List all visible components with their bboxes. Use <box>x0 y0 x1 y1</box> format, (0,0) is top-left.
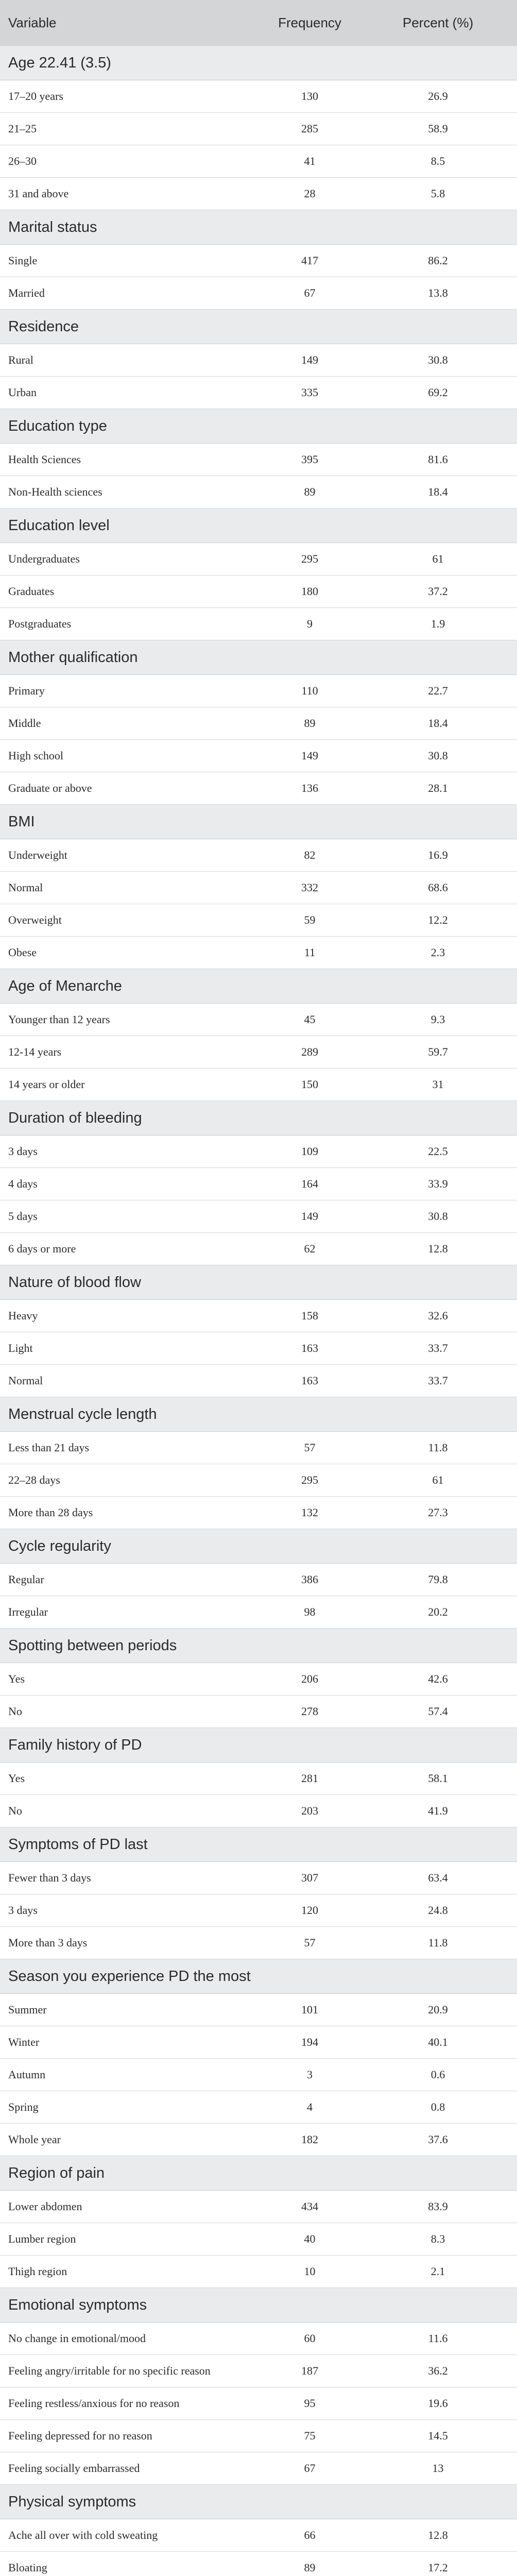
row-frequency: 89 <box>261 476 359 509</box>
row-label: 22–28 days <box>0 1464 261 1497</box>
table-row <box>0 2387 517 2420</box>
row-percent: 18.4 <box>359 476 517 509</box>
row-frequency: 150 <box>261 1069 359 1101</box>
table-row <box>0 377 517 409</box>
table-body <box>0 46 517 2576</box>
row-percent: 16.9 <box>359 839 517 872</box>
section-header-row <box>0 1728 517 1762</box>
row-frequency: 332 <box>261 872 359 904</box>
row-label: Normal <box>0 1365 261 1397</box>
row-percent: 13 <box>359 2452 517 2485</box>
row-frequency: 163 <box>261 1365 359 1397</box>
row-frequency: 9 <box>261 608 359 640</box>
row-percent: 19.6 <box>359 2387 517 2420</box>
row-label: Normal <box>0 872 261 904</box>
row-label: 26–30 <box>0 145 261 178</box>
row-frequency: 395 <box>261 444 359 476</box>
row-percent: 36.2 <box>359 2355 517 2387</box>
section-header-row <box>0 1397 517 1432</box>
row-percent: 11.8 <box>359 1432 517 1464</box>
row-label: Graduates <box>0 575 261 608</box>
section-title: Nature of blood flow <box>0 1265 517 1300</box>
row-label: Fewer than 3 days <box>0 1862 261 1894</box>
table-row <box>0 1136 517 1168</box>
row-frequency: 289 <box>261 1036 359 1069</box>
row-frequency: 4 <box>261 2091 359 2124</box>
section-title: Symptoms of PD last <box>0 1827 517 1862</box>
table-row <box>0 2059 517 2091</box>
section-header-row <box>0 1827 517 1862</box>
table-row <box>0 1200 517 1233</box>
row-percent: 20.2 <box>359 1596 517 1629</box>
row-label: Yes <box>0 1663 261 1696</box>
row-frequency: 120 <box>261 1894 359 1927</box>
row-label: Less than 21 days <box>0 1432 261 1464</box>
row-label: Autumn <box>0 2059 261 2091</box>
row-frequency: 149 <box>261 740 359 772</box>
row-frequency: 57 <box>261 1927 359 1959</box>
table-row <box>0 1696 517 1728</box>
row-label: Feeling depressed for no reason <box>0 2420 261 2452</box>
table-row <box>0 444 517 476</box>
row-frequency: 110 <box>261 675 359 707</box>
section-title: Education type <box>0 409 517 444</box>
row-label: Overweight <box>0 904 261 937</box>
row-frequency: 278 <box>261 1696 359 1728</box>
row-frequency: 45 <box>261 1004 359 1036</box>
row-frequency: 98 <box>261 1596 359 1629</box>
section-title: Age of Menarche <box>0 969 517 1004</box>
table-row <box>0 1862 517 1894</box>
row-frequency: 11 <box>261 937 359 969</box>
row-frequency: 136 <box>261 772 359 805</box>
row-percent: 37.6 <box>359 2124 517 2156</box>
table-row <box>0 2256 517 2288</box>
table-row <box>0 2323 517 2355</box>
row-percent: 42.6 <box>359 1663 517 1696</box>
row-percent: 30.8 <box>359 1200 517 1233</box>
section-header-row <box>0 2485 517 2519</box>
table-row <box>0 1464 517 1497</box>
row-label: Winter <box>0 2026 261 2059</box>
row-label: Undergraduates <box>0 543 261 575</box>
row-label: Underweight <box>0 839 261 872</box>
row-percent: 1.9 <box>359 608 517 640</box>
row-percent: 5.8 <box>359 178 517 210</box>
table-row <box>0 1004 517 1036</box>
row-label: More than 3 days <box>0 1927 261 1959</box>
row-label: Married <box>0 277 261 310</box>
row-percent: 30.8 <box>359 740 517 772</box>
row-percent: 58.1 <box>359 1762 517 1795</box>
row-frequency: 194 <box>261 2026 359 2059</box>
row-label: Primary <box>0 675 261 707</box>
row-percent: 63.4 <box>359 1862 517 1894</box>
row-percent: 86.2 <box>359 245 517 277</box>
table-row <box>0 1036 517 1069</box>
table-row <box>0 740 517 772</box>
row-label: Lumber region <box>0 2223 261 2256</box>
section-header-row <box>0 1959 517 1994</box>
row-frequency: 10 <box>261 2256 359 2288</box>
row-percent: 14.5 <box>359 2420 517 2452</box>
section-title: Emotional symptoms <box>0 2288 517 2323</box>
row-label: Graduate or above <box>0 772 261 805</box>
section-title: Menstrual cycle length <box>0 1397 517 1432</box>
table-row <box>0 707 517 740</box>
table-row <box>0 80 517 113</box>
row-frequency: 57 <box>261 1432 359 1464</box>
row-label: 3 days <box>0 1136 261 1168</box>
row-frequency: 75 <box>261 2420 359 2452</box>
table-row <box>0 476 517 509</box>
table-row <box>0 2519 517 2552</box>
row-frequency: 434 <box>261 2191 359 2223</box>
row-percent: 24.8 <box>359 1894 517 1927</box>
row-label: Rural <box>0 344 261 377</box>
row-label: Health Sciences <box>0 444 261 476</box>
row-percent: 30.8 <box>359 344 517 377</box>
row-label: Whole year <box>0 2124 261 2156</box>
row-percent: 33.7 <box>359 1332 517 1365</box>
row-percent: 20.9 <box>359 1994 517 2026</box>
table-row <box>0 1596 517 1629</box>
table-row <box>0 543 517 575</box>
row-percent: 59.7 <box>359 1036 517 1069</box>
section-title: Education level <box>0 509 517 543</box>
table-row <box>0 113 517 145</box>
row-label: No <box>0 1795 261 1827</box>
row-frequency: 163 <box>261 1332 359 1365</box>
table-row <box>0 2223 517 2256</box>
table-row <box>0 2552 517 2576</box>
table-row <box>0 2452 517 2485</box>
row-frequency: 295 <box>261 1464 359 1497</box>
row-frequency: 67 <box>261 277 359 310</box>
header-percent: Percent (%) <box>359 0 517 46</box>
table-row <box>0 675 517 707</box>
table-row <box>0 1927 517 1959</box>
row-label: 17–20 years <box>0 80 261 113</box>
row-label: Light <box>0 1332 261 1365</box>
row-label: 6 days or more <box>0 1233 261 1265</box>
section-header-row <box>0 1529 517 1564</box>
section-title: Season you experience PD the most <box>0 1959 517 1994</box>
table-row <box>0 2026 517 2059</box>
row-percent: 79.8 <box>359 1564 517 1596</box>
section-header-row <box>0 2288 517 2323</box>
row-frequency: 149 <box>261 344 359 377</box>
row-percent: 13.8 <box>359 277 517 310</box>
row-label: Ache all over with cold sweating <box>0 2519 261 2552</box>
row-percent: 32.6 <box>359 1300 517 1332</box>
section-header-row <box>0 640 517 675</box>
row-percent: 33.9 <box>359 1168 517 1200</box>
row-frequency: 40 <box>261 2223 359 2256</box>
row-label: 5 days <box>0 1200 261 1233</box>
section-title: Physical symptoms <box>0 2485 517 2519</box>
row-percent: 26.9 <box>359 80 517 113</box>
row-frequency: 164 <box>261 1168 359 1200</box>
row-label: Feeling socially embarrassed <box>0 2452 261 2485</box>
table-row <box>0 1365 517 1397</box>
section-header-row <box>0 805 517 839</box>
row-frequency: 158 <box>261 1300 359 1332</box>
row-frequency: 295 <box>261 543 359 575</box>
section-title: Spotting between periods <box>0 1629 517 1663</box>
row-label: 31 and above <box>0 178 261 210</box>
row-frequency: 95 <box>261 2387 359 2420</box>
table-row <box>0 1069 517 1101</box>
section-header-row <box>0 1629 517 1663</box>
section-header-row <box>0 310 517 344</box>
header-frequency: Frequency <box>261 0 359 46</box>
section-title: Duration of bleeding <box>0 1101 517 1136</box>
row-frequency: 307 <box>261 1862 359 1894</box>
row-percent: 81.6 <box>359 444 517 476</box>
row-label: No change in emotional/mood <box>0 2323 261 2355</box>
row-label: High school <box>0 740 261 772</box>
table-row <box>0 904 517 937</box>
row-percent: 22.5 <box>359 1136 517 1168</box>
row-percent: 41.9 <box>359 1795 517 1827</box>
section-title: Cycle regularity <box>0 1529 517 1564</box>
row-percent: 12.2 <box>359 904 517 937</box>
row-label: Heavy <box>0 1300 261 1332</box>
row-percent: 8.5 <box>359 145 517 178</box>
row-percent: 12.8 <box>359 2519 517 2552</box>
row-percent: 12.8 <box>359 1233 517 1265</box>
row-percent: 68.6 <box>359 872 517 904</box>
table-row <box>0 872 517 904</box>
table-row <box>0 2355 517 2387</box>
table-row <box>0 1894 517 1927</box>
table-row <box>0 1795 517 1827</box>
row-label: Single <box>0 245 261 277</box>
row-label: 21–25 <box>0 113 261 145</box>
section-title: Age 22.41 (3.5) <box>0 46 517 80</box>
section-title: Family history of PD <box>0 1728 517 1762</box>
row-percent: 57.4 <box>359 1696 517 1728</box>
section-header-row <box>0 969 517 1004</box>
table-row <box>0 2124 517 2156</box>
row-label: Lower abdomen <box>0 2191 261 2223</box>
row-percent: 2.3 <box>359 937 517 969</box>
row-label: Postgraduates <box>0 608 261 640</box>
row-frequency: 62 <box>261 1233 359 1265</box>
row-percent: 11.8 <box>359 1927 517 1959</box>
row-label: Younger than 12 years <box>0 1004 261 1036</box>
row-frequency: 89 <box>261 707 359 740</box>
row-label: Yes <box>0 1762 261 1795</box>
section-header-row <box>0 1265 517 1300</box>
row-percent: 2.1 <box>359 2256 517 2288</box>
section-header-row <box>0 46 517 80</box>
row-percent: 9.3 <box>359 1004 517 1036</box>
table-row <box>0 608 517 640</box>
section-title: Residence <box>0 310 517 344</box>
row-percent: 31 <box>359 1069 517 1101</box>
row-label: Regular <box>0 1564 261 1596</box>
row-frequency: 130 <box>261 80 359 113</box>
row-percent: 61 <box>359 543 517 575</box>
section-header-row <box>0 1101 517 1136</box>
row-frequency: 417 <box>261 245 359 277</box>
table-header <box>0 0 517 46</box>
row-label: 3 days <box>0 1894 261 1927</box>
row-percent: 83.9 <box>359 2191 517 2223</box>
table-row <box>0 1233 517 1265</box>
row-percent: 37.2 <box>359 575 517 608</box>
row-percent: 28.1 <box>359 772 517 805</box>
table-row <box>0 1564 517 1596</box>
row-label: Thigh region <box>0 2256 261 2288</box>
table-row <box>0 1168 517 1200</box>
table-row <box>0 344 517 377</box>
table-row <box>0 1663 517 1696</box>
row-percent: 0.6 <box>359 2059 517 2091</box>
row-percent: 17.2 <box>359 2552 517 2576</box>
row-label: Obese <box>0 937 261 969</box>
table-row <box>0 1762 517 1795</box>
section-header-row <box>0 2156 517 2191</box>
row-percent: 22.7 <box>359 675 517 707</box>
section-title: BMI <box>0 805 517 839</box>
row-frequency: 132 <box>261 1497 359 1529</box>
row-frequency: 206 <box>261 1663 359 1696</box>
row-label: No <box>0 1696 261 1728</box>
table-row <box>0 772 517 805</box>
table-row <box>0 1432 517 1464</box>
row-frequency: 41 <box>261 145 359 178</box>
table-row <box>0 937 517 969</box>
row-frequency: 386 <box>261 1564 359 1596</box>
table-row <box>0 1994 517 2026</box>
row-label: 12-14 years <box>0 1036 261 1069</box>
table-row <box>0 839 517 872</box>
section-title: Region of pain <box>0 2156 517 2191</box>
header-variable: Variable <box>0 0 261 46</box>
header-row <box>0 0 517 46</box>
row-label: Urban <box>0 377 261 409</box>
table-row <box>0 2191 517 2223</box>
section-header-row <box>0 409 517 444</box>
row-frequency: 281 <box>261 1762 359 1795</box>
row-percent: 58.9 <box>359 113 517 145</box>
row-label: Irregular <box>0 1596 261 1629</box>
table-row <box>0 277 517 310</box>
row-percent: 33.7 <box>359 1365 517 1397</box>
row-label: Bloating <box>0 2552 261 2576</box>
row-percent: 18.4 <box>359 707 517 740</box>
row-frequency: 182 <box>261 2124 359 2156</box>
row-frequency: 203 <box>261 1795 359 1827</box>
section-header-row <box>0 210 517 245</box>
row-percent: 0.8 <box>359 2091 517 2124</box>
row-percent: 61 <box>359 1464 517 1497</box>
row-frequency: 335 <box>261 377 359 409</box>
row-label: 4 days <box>0 1168 261 1200</box>
row-frequency: 101 <box>261 1994 359 2026</box>
row-frequency: 285 <box>261 113 359 145</box>
row-frequency: 66 <box>261 2519 359 2552</box>
row-label: Feeling angry/irritable for no specific reason <box>0 2355 261 2387</box>
row-frequency: 187 <box>261 2355 359 2387</box>
row-frequency: 89 <box>261 2552 359 2576</box>
row-label: Spring <box>0 2091 261 2124</box>
row-frequency: 60 <box>261 2323 359 2355</box>
row-frequency: 67 <box>261 2452 359 2485</box>
table-row <box>0 245 517 277</box>
row-percent: 27.3 <box>359 1497 517 1529</box>
row-label: Middle <box>0 707 261 740</box>
row-label: More than 28 days <box>0 1497 261 1529</box>
table-row <box>0 145 517 178</box>
table-row <box>0 1300 517 1332</box>
row-percent: 8.3 <box>359 2223 517 2256</box>
section-title: Mother qualification <box>0 640 517 675</box>
table-row <box>0 1497 517 1529</box>
table-row <box>0 2420 517 2452</box>
row-percent: 11.6 <box>359 2323 517 2355</box>
row-label: 14 years or older <box>0 1069 261 1101</box>
row-frequency: 28 <box>261 178 359 210</box>
table-row <box>0 1332 517 1365</box>
row-label: Non-Health sciences <box>0 476 261 509</box>
row-percent: 40.1 <box>359 2026 517 2059</box>
row-label: Summer <box>0 1994 261 2026</box>
row-frequency: 82 <box>261 839 359 872</box>
row-frequency: 109 <box>261 1136 359 1168</box>
table-row <box>0 2091 517 2124</box>
row-frequency: 59 <box>261 904 359 937</box>
row-percent: 69.2 <box>359 377 517 409</box>
row-label: Feeling restless/anxious for no reason <box>0 2387 261 2420</box>
section-header-row <box>0 509 517 543</box>
table-row <box>0 575 517 608</box>
row-frequency: 3 <box>261 2059 359 2091</box>
table-row <box>0 178 517 210</box>
section-title: Marital status <box>0 210 517 245</box>
row-frequency: 180 <box>261 575 359 608</box>
row-frequency: 149 <box>261 1200 359 1233</box>
